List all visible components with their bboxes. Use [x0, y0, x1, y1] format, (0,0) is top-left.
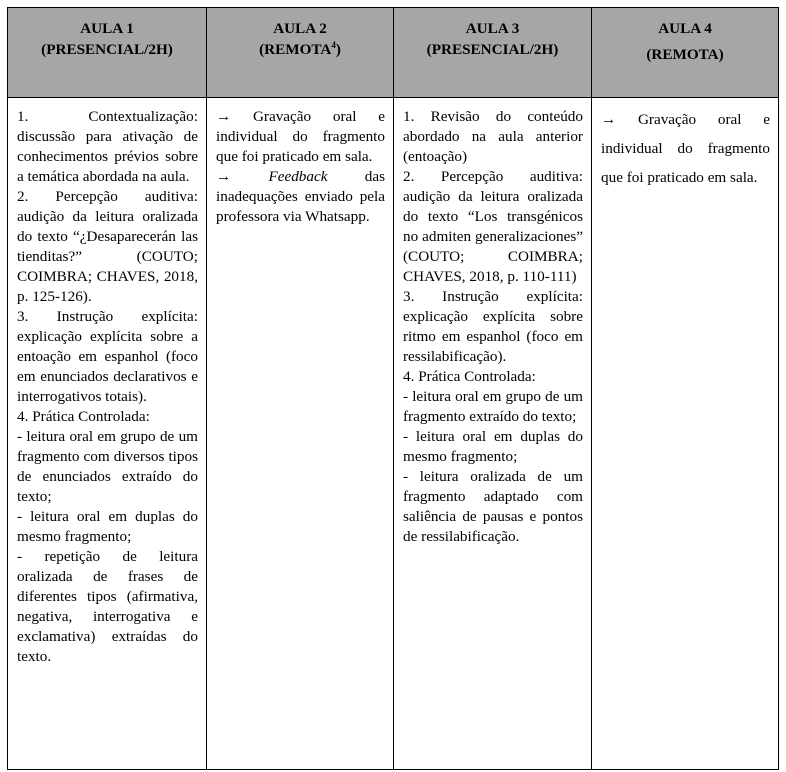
list-item: - leitura oralizada de um fragmento adaptado com saliência de pausas e pontos de ressilabificação.: [403, 468, 583, 545]
header-aula-2: [207, 8, 394, 98]
lesson-plan-table: [7, 7, 779, 770]
list-item: - leitura oral em duplas do mesmo fragmento;: [403, 428, 583, 465]
list-item: - leitura oral em duplas do mesmo fragmento;: [17, 508, 198, 545]
header-subtitle: (PRESENCIAL/2H): [41, 41, 173, 58]
header-subtitle: (PRESENCIAL/2H): [426, 41, 559, 58]
list-item: → Gravação oral e individual do fragmento que foi praticado em sala.: [601, 111, 770, 186]
header-aula-4: [592, 8, 779, 98]
header-title: AULA 3: [465, 20, 520, 37]
list-item: → Feedback das inadequações enviado pela professora via Whatsapp.: [216, 168, 385, 225]
list-item: 2. Percepção auditiva: audição da leitura oralizada do texto “¿Desaparecerán las tienditas?” (COUTO; COIMBRA; CHAVES, 2018, p. 125-126).: [17, 188, 198, 305]
header-title: AULA 4: [658, 20, 712, 37]
list-item: 2. Percepção auditiva: audição da leitura oralizada do texto “Los transgénicos no admiten generalizaciones” (COUTO; COIMBRA; CHAVES, 2018, p. 110-111): [403, 168, 583, 285]
header-aula-1: [8, 8, 207, 98]
aula-3-content: [394, 98, 592, 770]
header-row: [8, 8, 779, 98]
header-subtitle: (REMOTA$^4$): [259, 40, 341, 58]
header-title: AULA 1: [80, 20, 134, 37]
aula-4-content: [592, 98, 779, 770]
list-item: 1. Contextualização: discussão para ativação de conhecimentos prévios sobre a temática abordada na aula.: [17, 108, 198, 185]
list-item: 4. Prática Controlada:: [403, 368, 536, 385]
list-item: → Gravação oral e individual do fragmento que foi praticado em sala.: [216, 108, 385, 165]
list-item: 3. Instrução explícita: explicação explícita sobre ritmo em espanhol (foco em ressilabificação).: [403, 288, 583, 365]
list-item: 1. Revisão do conteúdo abordado na aula anterior (entoação): [403, 108, 583, 165]
list-item: - repetição de leitura oralizada de frases de diferentes tipos (afirmativa, negativa, interrogativa e exclamativa) extraídas do texto.: [17, 548, 198, 665]
content-row: [8, 98, 779, 770]
list-item: 4. Prática Controlada:: [17, 408, 150, 425]
list-item: - leitura oral em grupo de um fragmento extraído do texto;: [403, 388, 583, 425]
header-subtitle: (REMOTA): [646, 46, 724, 63]
header-aula-3: [394, 8, 592, 98]
list-item: 3. Instrução explícita: explicação explícita sobre a entoação em espanhol (foco em enunciados declarativos e interrogativos totais).: [17, 308, 198, 405]
footnote-marker: 4: [331, 40, 336, 50]
aula-1-content: [8, 98, 207, 770]
aula-2-content: [207, 98, 394, 770]
header-title: AULA 2: [273, 20, 327, 37]
list-item: - leitura oral em grupo de um fragmento com diversos tipos de enunciados extraído do texto;: [17, 428, 198, 505]
